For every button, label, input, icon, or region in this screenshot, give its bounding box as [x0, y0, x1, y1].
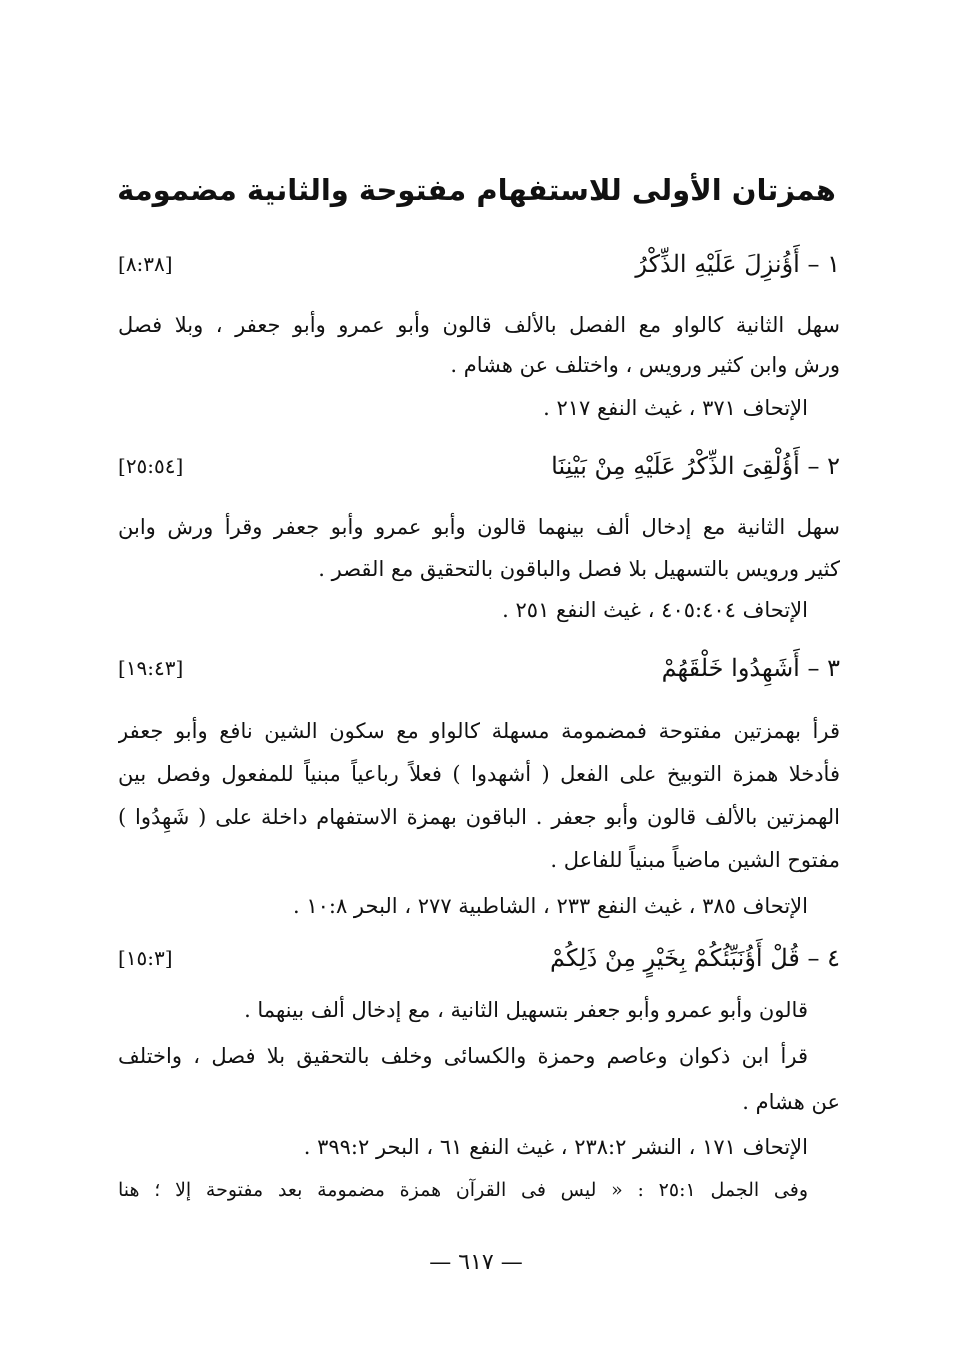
verse-text: ٤ – قُلْ أَؤُنَبِّئُكُمْ بِخَيْرٍ مِنْ ذَلِكُمْ: [550, 944, 840, 972]
verse-text: ٢ – أَؤُلْقِىَ الذِّكْرُ عَلَيْهِ مِنْ بَيْنِنَا: [551, 452, 840, 480]
page-number: — ٦١٧ —: [429, 1250, 523, 1275]
verse-row-4: [118, 938, 840, 978]
verse-row-1: [118, 244, 840, 284]
verse-reference: [٢٥:٥٤]: [118, 454, 184, 478]
commentary-line: قرأ ابن ذكوان وعاصم وحمزة والكسائى وخلف بالتحقيق بلا فصل ، واختلف: [118, 1044, 808, 1068]
verse-row-2: [118, 446, 840, 486]
source-citation: الإتحاف ١٧١ ، النشر ٢٣٨:٢ ، غيث النفع ٦١ ، البحر ٣٩٩:٢ .: [303, 1135, 808, 1159]
verse-reference: [١٩:٤٣]: [118, 656, 184, 680]
commentary-line: مفتوح الشين ماضياً مبنياً للفاعل .: [550, 848, 840, 872]
commentary-line: سهل الثانية كالواو مع الفصل بالألف قالون وأبو عمرو وأبو جعفر ، وبلا فصل: [118, 313, 840, 337]
footnote-line: وفى الجمل ٢٥:١ : « ليس فى القرآن همزة مضمومة بعد مفتوحة إلا ؛ هنا: [118, 1179, 808, 1201]
source-citation: الإتحاف ٣٨٥ ، غيث النفع ٢٣٣ ، الشاطبية ٢٧٧ ، البحر ١٠:٨ .: [292, 894, 808, 918]
commentary-line: قالون وأبو عمرو وأبو جعفر بتسهيل الثانية ، مع إدخال ألف بينهما .: [244, 998, 808, 1022]
source-citation: الإتحاف ٣٧١ ، غيث النفع ٢١٧ .: [543, 396, 808, 420]
commentary-line: فأدخلا همزة التوبيخ على الفعل ( أشهدوا ) فعلاً رباعياً مبنياً للمفعول وفصل بين: [118, 762, 840, 786]
commentary-line: الهمزتين بالألف قالون وأبو جعفر . الباقون بهمزة الاستفهام داخلة على ( شَهِدُوا ): [118, 805, 840, 829]
commentary-line: كثير ورويس بالتسهيل بلا فصل والباقون بالتحقيق مع القصر .: [318, 557, 840, 581]
verse-row-3: [118, 648, 840, 688]
source-citation: الإتحاف ٤٠٥:٤٠٤ ، غيث النفع ٢٥١ .: [502, 598, 808, 622]
commentary-line: ورش وابن كثير ورويس ، واختلف عن هشام .: [450, 353, 840, 377]
verse-text: ٣ – أَشَهِدُوا خَلْقَهُمْ: [661, 654, 840, 682]
page-title: همزتان الأولى للاستفهام مفتوحة والثانية مضمومة: [117, 173, 836, 207]
verse-text: ١ – أَؤُنزِلَ عَلَيْهِ الذِّكْرُ: [635, 250, 840, 278]
commentary-line: سهل الثانية مع إدخال ألف بينهما قالون وأبو عمرو وأبو جعفر وقرأ ورش وابن: [118, 515, 840, 539]
verse-reference: [١٥:٣]: [118, 946, 173, 970]
commentary-line: قرأ بهمزتين مفتوحة فمضمومة مسهلة كالواو مع سكون الشين نافع وأبو جعفر: [118, 719, 840, 743]
verse-reference: [٨:٣٨]: [118, 252, 173, 276]
commentary-line: عن هشام .: [742, 1090, 840, 1114]
